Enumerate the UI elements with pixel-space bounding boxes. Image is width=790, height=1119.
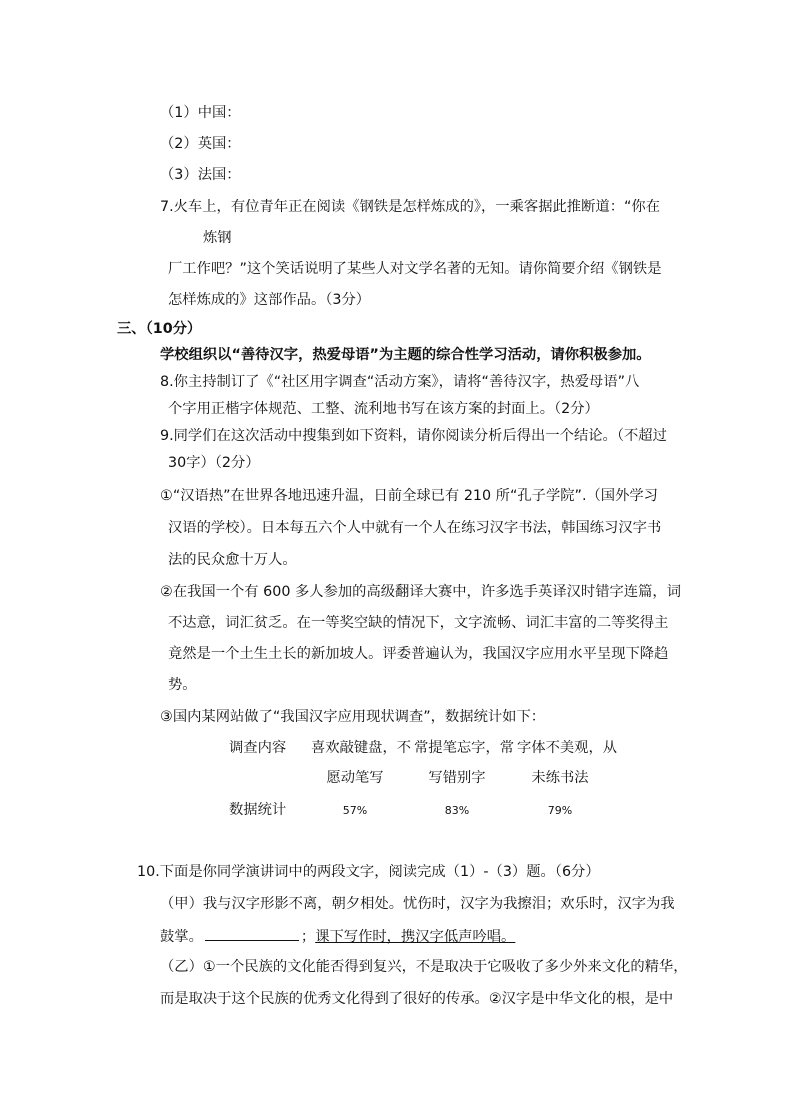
q6-item-3: （3）法国： <box>160 167 241 183</box>
q7-line-2: 炼钢 <box>203 230 232 246</box>
q9-line-2: 30字）（2分） <box>168 455 260 471</box>
q7-line-3: 厂工作吧？”这个笑话说明了某些人对文学名著的无知。请你简要介绍《钢铁是 <box>168 261 662 277</box>
section-3-intro: 学校组织以“善待汉字，热爱母语”为主题的综合性学习活动，请你积极参加。 <box>160 347 651 363</box>
survey-value-2: 83% <box>444 804 470 817</box>
passage-jia-line-1: （甲）我与汉字形影不离，朝夕相处。忧伤时，汉字为我擦泪；欢乐时，汉字为我 <box>160 896 675 912</box>
survey-col-1-header-cont: 愿动笔写 <box>326 770 384 786</box>
answer-blank[interactable] <box>205 926 299 941</box>
survey-value-3: 79% <box>547 804 573 817</box>
survey-col-3-header: 字体不美观，从 <box>517 740 618 756</box>
material-3-line: ③国内某网站做了“我国汉字应用现状调查”，数据统计如下： <box>160 709 546 725</box>
q6-item-2: （2）英国： <box>160 136 241 152</box>
jia-semicolon: ； <box>300 929 316 945</box>
q6-item-1: （1）中国： <box>160 105 241 121</box>
q8-line-2: 个字用正楷字体规范、工整、流利地书写在该方案的封面上。（2分） <box>168 401 599 417</box>
section-3-heading: 三、（10分） <box>117 321 202 337</box>
material-2-line-3: 竟然是一个土生土长的新加坡人。评委普遍认为，我国汉字应用水平呈现下降趋 <box>168 646 669 662</box>
passage-yi-line-2: 而是取决于这个民族的优秀文化得到了很好的传承。②汉字是中华文化的根，是中 <box>160 991 674 1007</box>
q9-line-1: 9.同学们在这次活动中搜集到如下资料，请你阅读分析后得出一个结论。（不超过 <box>160 428 667 444</box>
q10-heading: 10.下面是你同学演讲词中的两段文字，阅读完成（1）-（3）题。（6分） <box>137 864 600 880</box>
material-2-line-2: 不达意，词汇贫乏。在一等奖空缺的情况下，文字流畅、词汇丰富的二等奖得主 <box>168 615 669 631</box>
material-1-line-2: 汉语的学校）。日本每五六个人中就有一个人在练习汉字书法，韩国练习汉字书 <box>168 520 662 536</box>
survey-data-label: 数据统计 <box>229 802 287 818</box>
q8-line-1: 8.你主持制订了《“社区用字调查“活动方案》，请将“善待汉字，热爱母语”八 <box>160 374 640 390</box>
q7-line-4: 怎样炼成的》这部作品。（3分） <box>168 292 371 308</box>
survey-col-1-header: 喜欢敲键盘，不 <box>311 740 412 756</box>
survey-col-2-header-cont: 写错别字 <box>428 770 486 786</box>
underlined-sentence: 课下写作时，携汉字低声吟唱。 <box>315 929 516 945</box>
material-1-line-3: 法的民众愈十万人。 <box>168 552 297 568</box>
material-2-line-1: ②在我国一个有 600 多人参加的高级翻译大赛中，许多选手英译汉时错字连篇，词 <box>160 584 681 600</box>
material-2-line-4: 势。 <box>168 677 197 693</box>
q7-line-1: 7.火车上，有位青年正在阅读《钢铁是怎样炼成的》，一乘客据此推断道：“你在 <box>160 199 660 215</box>
survey-header-label: 调查内容 <box>229 740 287 756</box>
passage-yi-line-1: （乙）①一个民族的文化能否得到复兴，不是取决于它吸收了多少外来文化的精华， <box>160 959 688 975</box>
passage-jia-line-2 <box>160 926 515 946</box>
survey-col-2-header: 常提笔忘字，常 <box>414 740 515 756</box>
jia-text-start: 鼓掌。 <box>160 929 203 945</box>
material-1-line-1: ①“汉语热”在世界各地迅速升温，日前全球已有 210 所“孔子学院”.（国外学习 <box>160 488 658 504</box>
survey-col-3-header-cont: 未练书法 <box>531 770 589 786</box>
survey-value-1: 57% <box>342 804 368 817</box>
